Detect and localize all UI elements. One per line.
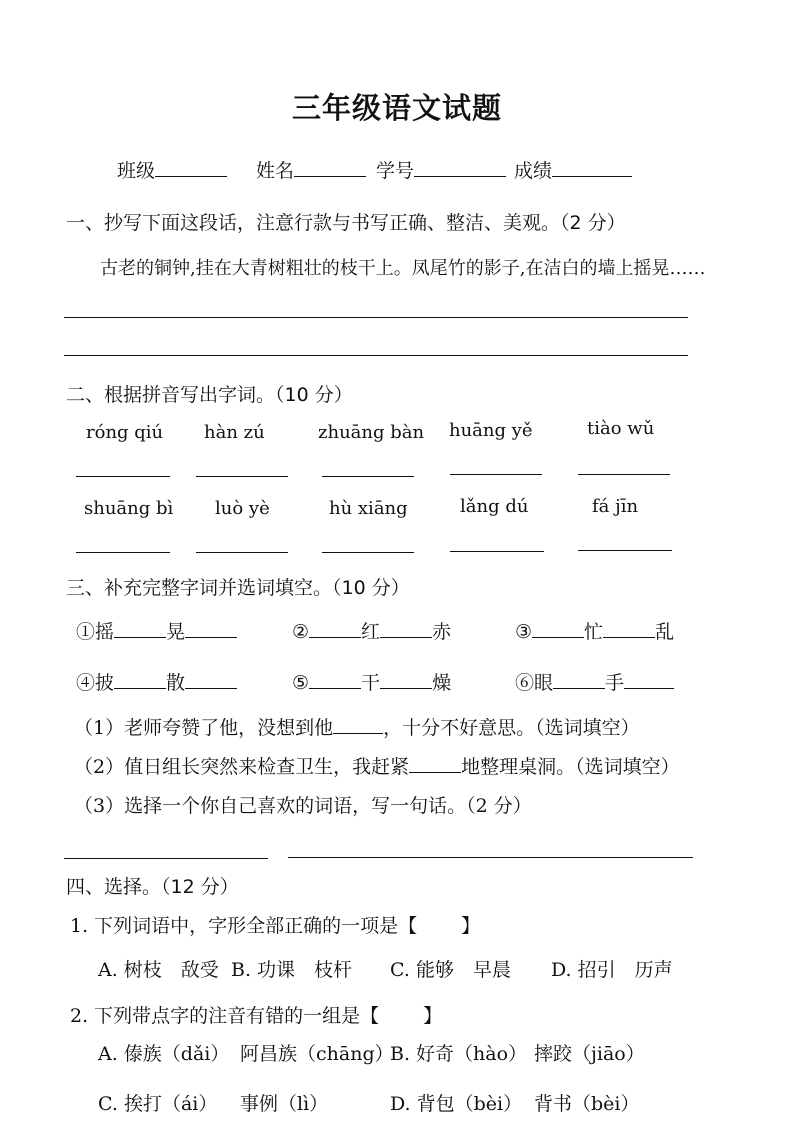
word-item-4	[76, 668, 237, 695]
item-number: ④	[76, 672, 96, 694]
pinyin-item: hù xiāng	[329, 498, 408, 519]
option-d[interactable]: D. 背包（bèi）	[390, 1093, 523, 1115]
item-number: ⑤	[292, 672, 310, 694]
name-label: 姓名	[256, 160, 295, 182]
pinyin-answer-blank[interactable]	[322, 552, 414, 553]
section-4-heading: 四、选择。（12 分）	[66, 876, 239, 898]
pinyin-item: lǎng dú	[460, 496, 529, 517]
pinyin-answer-blank[interactable]	[196, 476, 288, 477]
char-blank[interactable]	[603, 617, 655, 638]
question-stem: 2. 下列带点字的注音有错的一组是【	[70, 1005, 380, 1027]
option-d-word-2: 背书（bèi）	[534, 1093, 640, 1115]
copy-passage: 古老的铜钟,挂在大青树粗壮的枝干上。凤尾竹的影子,在洁白的墙上摇晃……	[100, 258, 706, 279]
given-char: 手	[605, 672, 625, 694]
choice-question-1	[70, 911, 480, 938]
char-blank[interactable]	[309, 668, 361, 689]
char-blank[interactable]	[114, 668, 166, 689]
option-c[interactable]: C. 能够 早晨	[390, 959, 511, 981]
class-field[interactable]	[117, 156, 227, 183]
fill-question-3: （3）选择一个你自己喜欢的词语，写一句话。（2 分）	[74, 795, 532, 817]
score-field[interactable]	[514, 156, 632, 183]
pinyin-item: huāng yě	[449, 420, 533, 441]
char-blank[interactable]	[553, 668, 605, 689]
question-text: 地整理桌洞。（选词填空）	[461, 756, 680, 778]
pinyin-item: shuāng bì	[84, 498, 174, 519]
pinyin-item: fá jīn	[592, 496, 639, 517]
copy-writing-line-2[interactable]	[64, 355, 688, 356]
question-stem: 】	[423, 1005, 443, 1027]
answer-blank[interactable]	[409, 752, 461, 773]
char-blank[interactable]	[380, 668, 432, 689]
pinyin-answer-blank[interactable]	[76, 552, 170, 553]
name-blank[interactable]	[294, 156, 366, 177]
question-stem: 1. 下列词语中，字形全部正确的一项是【	[70, 915, 418, 937]
section-1-heading: 一、抄写下面这段话，注意行款与书写正确、整洁、美观。（2 分）	[66, 212, 626, 234]
pinyin-item: zhuāng bàn	[318, 422, 425, 443]
option-c[interactable]: C. 挨打（ái）	[98, 1093, 218, 1115]
class-label: 班级	[117, 160, 156, 182]
option-b[interactable]: B. 好奇（hào）	[390, 1043, 528, 1065]
student-id-field[interactable]	[376, 156, 506, 183]
word-item-6	[515, 668, 674, 695]
option-d[interactable]: D. 招引 历声	[551, 959, 673, 981]
pinyin-answer-blank[interactable]	[578, 550, 672, 551]
question-text: （1）老师夸赞了他，没想到他	[74, 717, 334, 739]
given-char: 散	[166, 672, 186, 694]
sentence-writing-line[interactable]	[288, 857, 693, 858]
pinyin-answer-blank[interactable]	[450, 474, 542, 475]
sentence-writing-line[interactable]	[64, 858, 268, 859]
given-char: 忙	[584, 621, 604, 643]
char-blank[interactable]	[114, 617, 166, 638]
score-label: 成绩	[514, 160, 553, 182]
word-item-1	[76, 617, 237, 644]
option-a[interactable]: A. 树枝 敌受	[98, 959, 219, 981]
pinyin-answer-blank[interactable]	[322, 476, 414, 477]
item-number: ②	[292, 621, 310, 643]
section-3-heading: 三、补充完整字词并选词填空。（10 分）	[66, 577, 410, 599]
pinyin-answer-blank[interactable]	[76, 476, 170, 477]
item-number: ③	[515, 621, 533, 643]
char-blank[interactable]	[185, 668, 237, 689]
class-blank[interactable]	[155, 156, 227, 177]
option-a-word-2: 阿昌族（chāng）	[240, 1043, 394, 1065]
given-char: 眼	[534, 672, 554, 694]
option-c-word-2: 事例（lì）	[240, 1093, 329, 1115]
fill-question-1	[74, 713, 640, 740]
pinyin-item: tiào wǔ	[587, 418, 655, 439]
given-char: 燥	[432, 672, 452, 694]
pinyin-item: róng qiú	[86, 422, 164, 443]
answer-blank[interactable]	[333, 713, 383, 734]
student-id-label: 学号	[376, 160, 415, 182]
given-char: 晃	[166, 621, 186, 643]
pinyin-answer-blank[interactable]	[578, 474, 670, 475]
section-2-heading: 二、根据拼音写出字词。（10 分）	[66, 384, 353, 406]
given-char: 摇	[95, 621, 115, 643]
given-char: 干	[361, 672, 381, 694]
given-char: 红	[361, 621, 381, 643]
word-item-2	[292, 617, 451, 644]
exam-title: 三年级语文试题	[291, 91, 502, 125]
option-a[interactable]: A. 傣族（dǎi）	[98, 1043, 230, 1065]
char-blank[interactable]	[309, 617, 361, 638]
copy-writing-line-1[interactable]	[64, 317, 688, 318]
char-blank[interactable]	[624, 668, 674, 689]
question-text: （2）值日组长突然来检查卫生，我赶紧	[74, 756, 410, 778]
score-blank[interactable]	[552, 156, 632, 177]
char-blank[interactable]	[380, 617, 432, 638]
name-field[interactable]	[256, 156, 366, 183]
fill-question-2	[74, 752, 680, 779]
question-stem: 】	[461, 915, 481, 937]
option-b[interactable]: B. 功课 枝杆	[231, 959, 353, 981]
student-id-blank[interactable]	[414, 156, 506, 177]
pinyin-item: luò yè	[215, 498, 270, 519]
pinyin-item: hàn zú	[204, 422, 265, 443]
pinyin-answer-blank[interactable]	[450, 551, 544, 552]
option-b-word-2: 摔跤（jiāo）	[534, 1043, 645, 1065]
item-number: ⑥	[515, 672, 535, 694]
char-blank[interactable]	[185, 617, 237, 638]
char-blank[interactable]	[532, 617, 584, 638]
pinyin-answer-blank[interactable]	[196, 552, 288, 553]
given-char: 乱	[655, 621, 675, 643]
word-item-5	[292, 668, 451, 695]
given-char: 披	[95, 672, 115, 694]
item-number: ①	[76, 621, 96, 643]
given-char: 赤	[432, 621, 452, 643]
word-item-3	[515, 617, 674, 644]
choice-question-2	[70, 1001, 442, 1028]
question-text: ，十分不好意思。（选词填空）	[383, 717, 640, 739]
